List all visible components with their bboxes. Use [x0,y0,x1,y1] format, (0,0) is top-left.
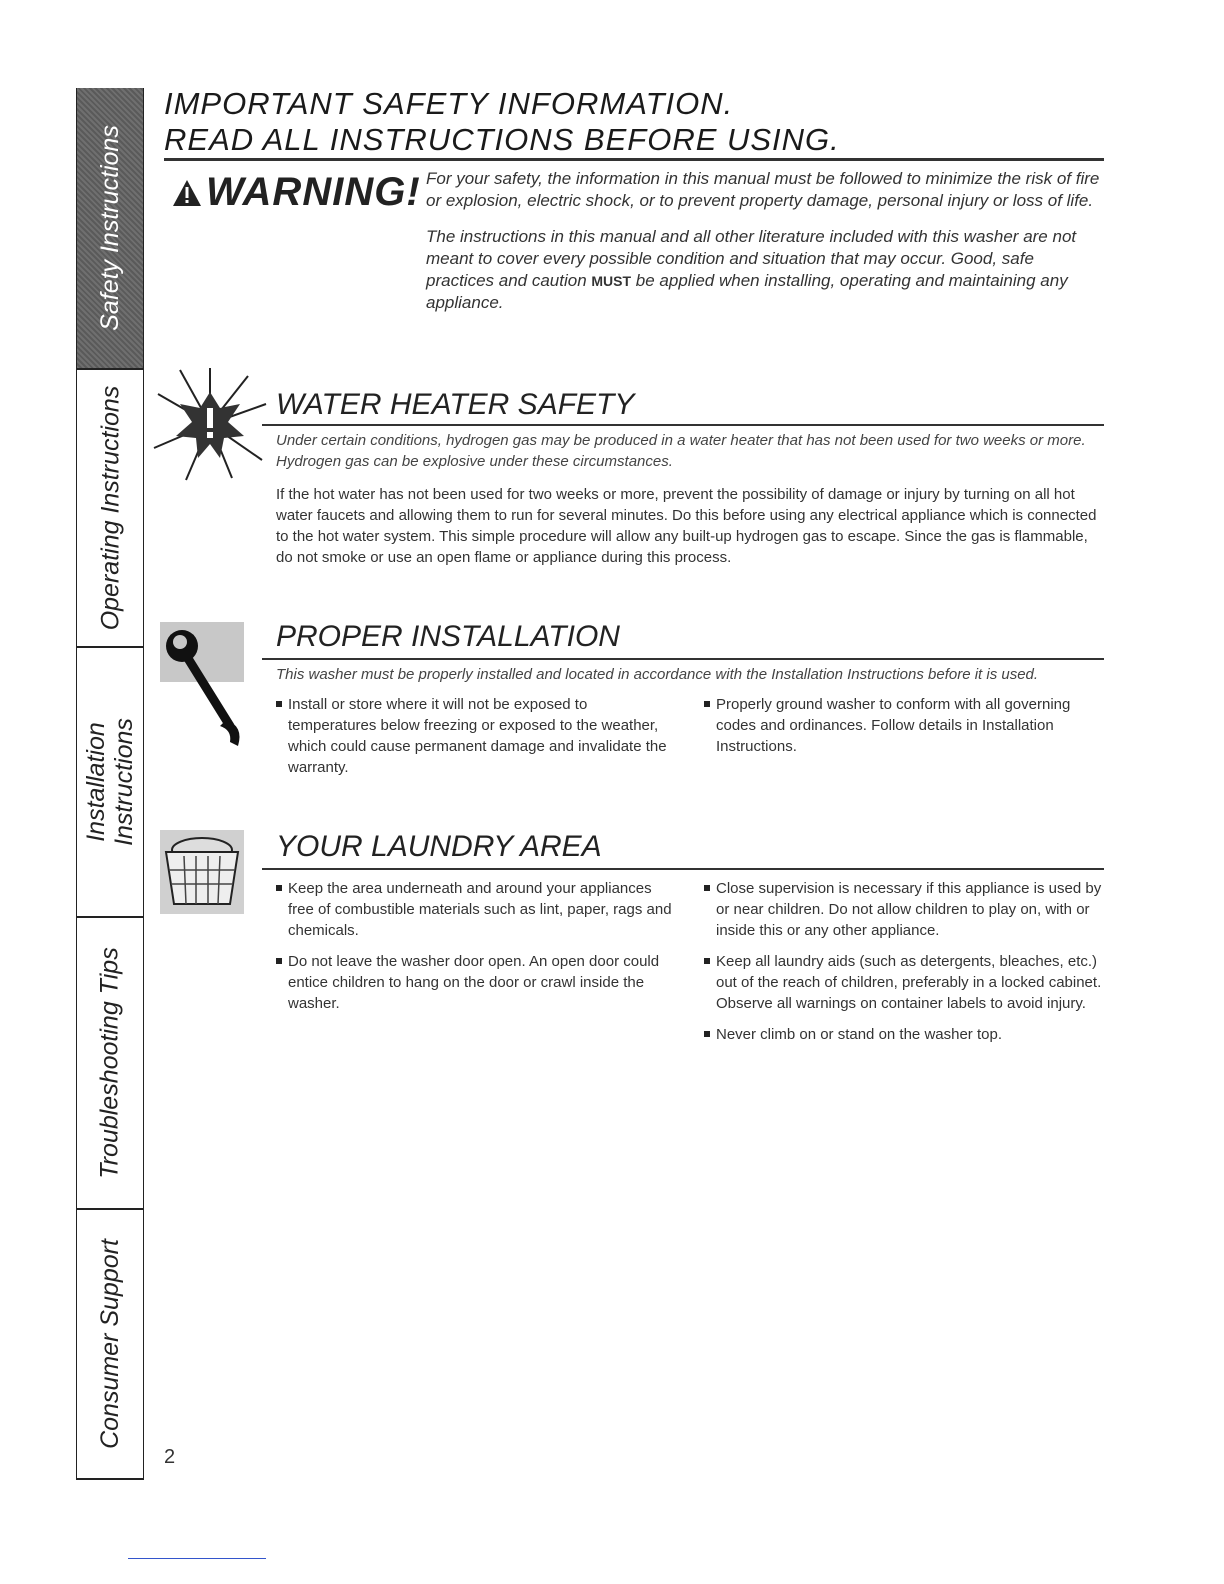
tab-label-line: Instructions [110,718,138,846]
warning-p2-end: be applied when installing, operating and maintaining any appliance. [426,271,1068,312]
page-number: 2 [164,1446,176,1468]
warning-paragraphs [426,168,1106,328]
warning-paragraph-2 [426,226,1106,314]
list-item: Never climb on or stand on the washer top. [704,1024,1104,1045]
tab-operating-instructions[interactable] [77,370,143,648]
tab-consumer-support[interactable] [77,1210,143,1480]
water-heater-body: If the hot water has not been used for two weeks or more, prevent the possibility of damage or injury by turning on all hot water faucets and allowing them to run for several minutes. Do this before using any electrical appliance which is connected to the hot water system. This simple procedure will allow any built-up hydrogen gas to escape. Since the gas is flammable, do not smoke or use an open flame or appliance during this process. [276,486,1097,566]
tab-installation-instructions[interactable] [77,648,143,918]
warning-p2-start: The instructions in this manual and all other literature included with this washer are not meant to cover every possible condition and situation that may occur. Good, safe practices and caution [426,227,1077,290]
installation-left-list [276,694,676,788]
tab-label [82,718,138,846]
installation-right-list [704,694,1104,767]
section-title-laundry: YOUR LAUNDRY AREA [276,830,602,863]
tab-label: Consumer Support [96,1239,125,1449]
section-divider [262,658,1104,660]
installation-intro: This washer must be properly installed and located in accordance with the Installation Instructions before it is used. [276,666,1039,683]
list-item: Close supervision is necessary if this appliance is used by or near children. Do not allow children to play on, with or inside this or any other appliance. [704,878,1104,941]
side-tab-strip [76,88,144,1480]
header-divider [164,158,1104,161]
warning-triangle-icon [172,179,202,207]
wrench-icon [160,622,244,752]
must-emphasis: MUST [591,273,632,289]
laundry-basket-icon [160,830,244,914]
tab-troubleshooting-tips[interactable] [77,918,143,1210]
tab-label: Troubleshooting Tips [96,947,125,1179]
page-header [164,86,1104,158]
water-heater-intro: Under certain conditions, hydrogen gas may be produced in a water heater that has not been used for two weeks or more. Hydrogen gas can be explosive under these circumstances. [276,432,1086,470]
list-item: Keep the area underneath and around your appliances free of combustible materials such as lint, paper, rags and chemicals. [276,878,676,941]
list-item: Do not leave the washer door open. An open door could entice children to hang on the door or crawl inside the washer. [276,951,676,1014]
section-title-water-heater: WATER HEATER SAFETY [276,388,635,421]
header-line-1: IMPORTANT SAFETY INFORMATION. [164,86,734,121]
list-item: Install or store where it will not be exposed to temperatures below freezing or exposed to the weather, which could cause permanent damage and invalidate the warranty. [276,694,676,778]
warning-paragraph-1: For your safety, the information in this manual must be followed to minimize the risk of fire or explosion, electric shock, or to prevent property damage, personal injury or loss of life. [426,169,1100,210]
tab-label-line: Installation [82,722,110,842]
section-title-installation: PROPER INSTALLATION [276,620,620,653]
header-line-2: READ ALL INSTRUCTIONS BEFORE USING. [164,122,840,157]
tab-label: Safety Instructions [96,125,124,331]
footer-line [128,1558,266,1559]
laundry-left-list [276,878,676,1024]
section-divider [262,868,1104,870]
tab-label: Operating Instructions [96,385,125,631]
warning-label [172,170,421,215]
explosion-icon [150,364,270,484]
warning-text: WARNING! [206,170,421,214]
laundry-right-list [704,878,1104,1055]
list-item: Keep all laundry aids (such as detergents, bleaches, etc.) out of the reach of children, preferably in a locked cabinet. Observe all warnings on container labels to avoid injury. [704,951,1104,1014]
tab-safety-instructions[interactable] [77,88,143,370]
section-divider [262,424,1104,426]
list-item: Properly ground washer to conform with all governing codes and ordinances. Follow details in Installation Instructions. [704,694,1104,757]
